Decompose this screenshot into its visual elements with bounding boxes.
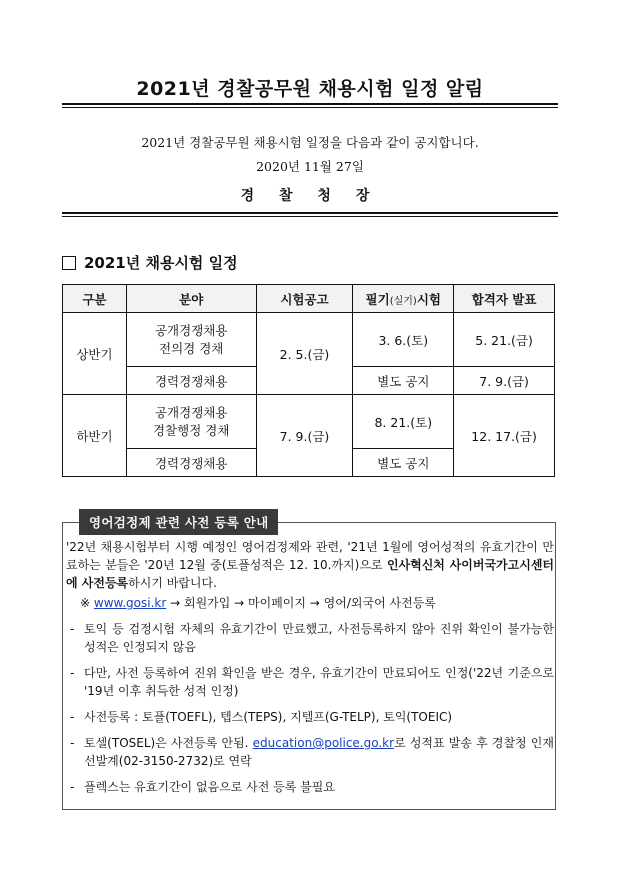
second-half-field2: 경찰행정 경채 [152,422,230,438]
col-result: 합격자 발표 [454,285,555,313]
guide-label: 영어검정제 관련 사전 등록 안내 [79,509,278,535]
notice-date: 2020년 11월 27일 [256,159,364,174]
col-written-main: 필기 [365,291,390,307]
first-half-result1: 5. 21.(금) [454,313,555,367]
schedule-table [62,284,555,477]
issuer-rule-thin [62,216,558,217]
document-title: 2021년 경찰공무원 채용시험 일정 알림 [136,78,484,100]
second-half-announcement: 7. 9.(금) [256,395,353,477]
checkbox-icon [62,256,76,270]
reference-mark: ※ [80,596,91,610]
second-half-field3: 경력경쟁채용 [126,449,256,477]
list-item: - 토익 등 검정시험 자체의 유효기간이 만료했고, 사전등록하지 않아 진위 확인이 불가능한 성적은 인정되지 않음 [70,620,554,656]
first-half-field2: 전의경 경채 [159,340,224,356]
list-item: - 다만, 사전 등록하여 진위 확인을 받은 경우, 유효기간이 만료되어도 인정('22년 기준으로 '19년 이후 취득한 성적 인정) [70,664,554,700]
first-half-written1: 3. 6.(토) [353,313,454,367]
list-item: - 플렉스는 유효기간이 없음으로 사전 등록 불필요 [70,778,554,796]
issuer-name: 경 찰 청 장 [240,188,380,204]
list-item [70,734,554,770]
first-half-result2: 7. 9.(금) [454,367,555,395]
bullet4-a: 토셀(TOSEL)은 사전등록 안됨. [84,736,253,750]
table-row [63,395,555,449]
issuer-rule [62,212,558,214]
guide-p1-a: '22년 채용시험부터 시행 예정인 영어검정제와 관련, '21년 1월에 영어성적의 유효기간이 만료하는 분들은 '20년 12월 중(토플성적은 12. 10.까지)으로 [66,540,554,572]
first-half-field3: 경력경쟁채용 [126,367,256,395]
guide-bullets [66,620,554,796]
email-link[interactable]: education@police.go.kr [252,736,395,750]
col-field: 분야 [126,285,256,313]
guide-p1-b: 하시기 바랍니다. [128,576,217,590]
second-half-result: 12. 17.(금) [454,395,555,477]
col-period: 구분 [63,285,127,313]
second-half-label: 하반기 [63,395,127,477]
first-half-label: 상반기 [63,313,127,395]
guide-p1-bold: 인사혁신처 사이버국가고시센터에 사전등록 [66,558,555,590]
reference-path: → 회원가입 → 마이페이지 → 영어/외국어 사전등록 [166,596,436,610]
second-half-field-open [126,395,256,449]
schedule-heading [62,252,238,273]
guide-paragraph [66,538,554,592]
second-half-written2: 별도 공지 [353,449,454,477]
guide-reference [66,594,554,612]
first-half-announcement: 2. 5.(금) [256,313,353,395]
list-item: - 사전등록 : 토플(TOEFL), 텝스(TEPS), 지텔프(G-TELP), 토익(TOEIC) [70,708,554,726]
title-rule [62,103,558,105]
table-row [63,313,555,367]
first-half-field-open [126,313,256,367]
col-written [353,285,454,313]
notice-text: 2021년 경찰공무원 채용시험 일정을 다음과 같이 공지합니다. [141,135,479,150]
first-half-field1: 공개경쟁채용 [154,322,228,338]
col-announcement: 시험공고 [256,285,353,313]
guide-content [66,538,554,804]
title-rule-thin [62,107,558,108]
gosi-link[interactable]: www.gosi.kr [93,596,167,610]
table-header-row [63,285,555,313]
schedule-heading-text: 2021년 채용시험 일정 [84,254,238,272]
col-written-suffix: 시험 [416,291,441,307]
second-half-written1: 8. 21.(토) [353,395,454,449]
col-written-paren: (실기) [389,295,417,307]
bullet4-b: 로 성적표 발송 후 경찰청 인재선발계(02-3150-2732)로 연락 [84,736,554,768]
first-half-written2: 별도 공지 [353,367,454,395]
second-half-field1: 공개경쟁채용 [154,404,228,420]
